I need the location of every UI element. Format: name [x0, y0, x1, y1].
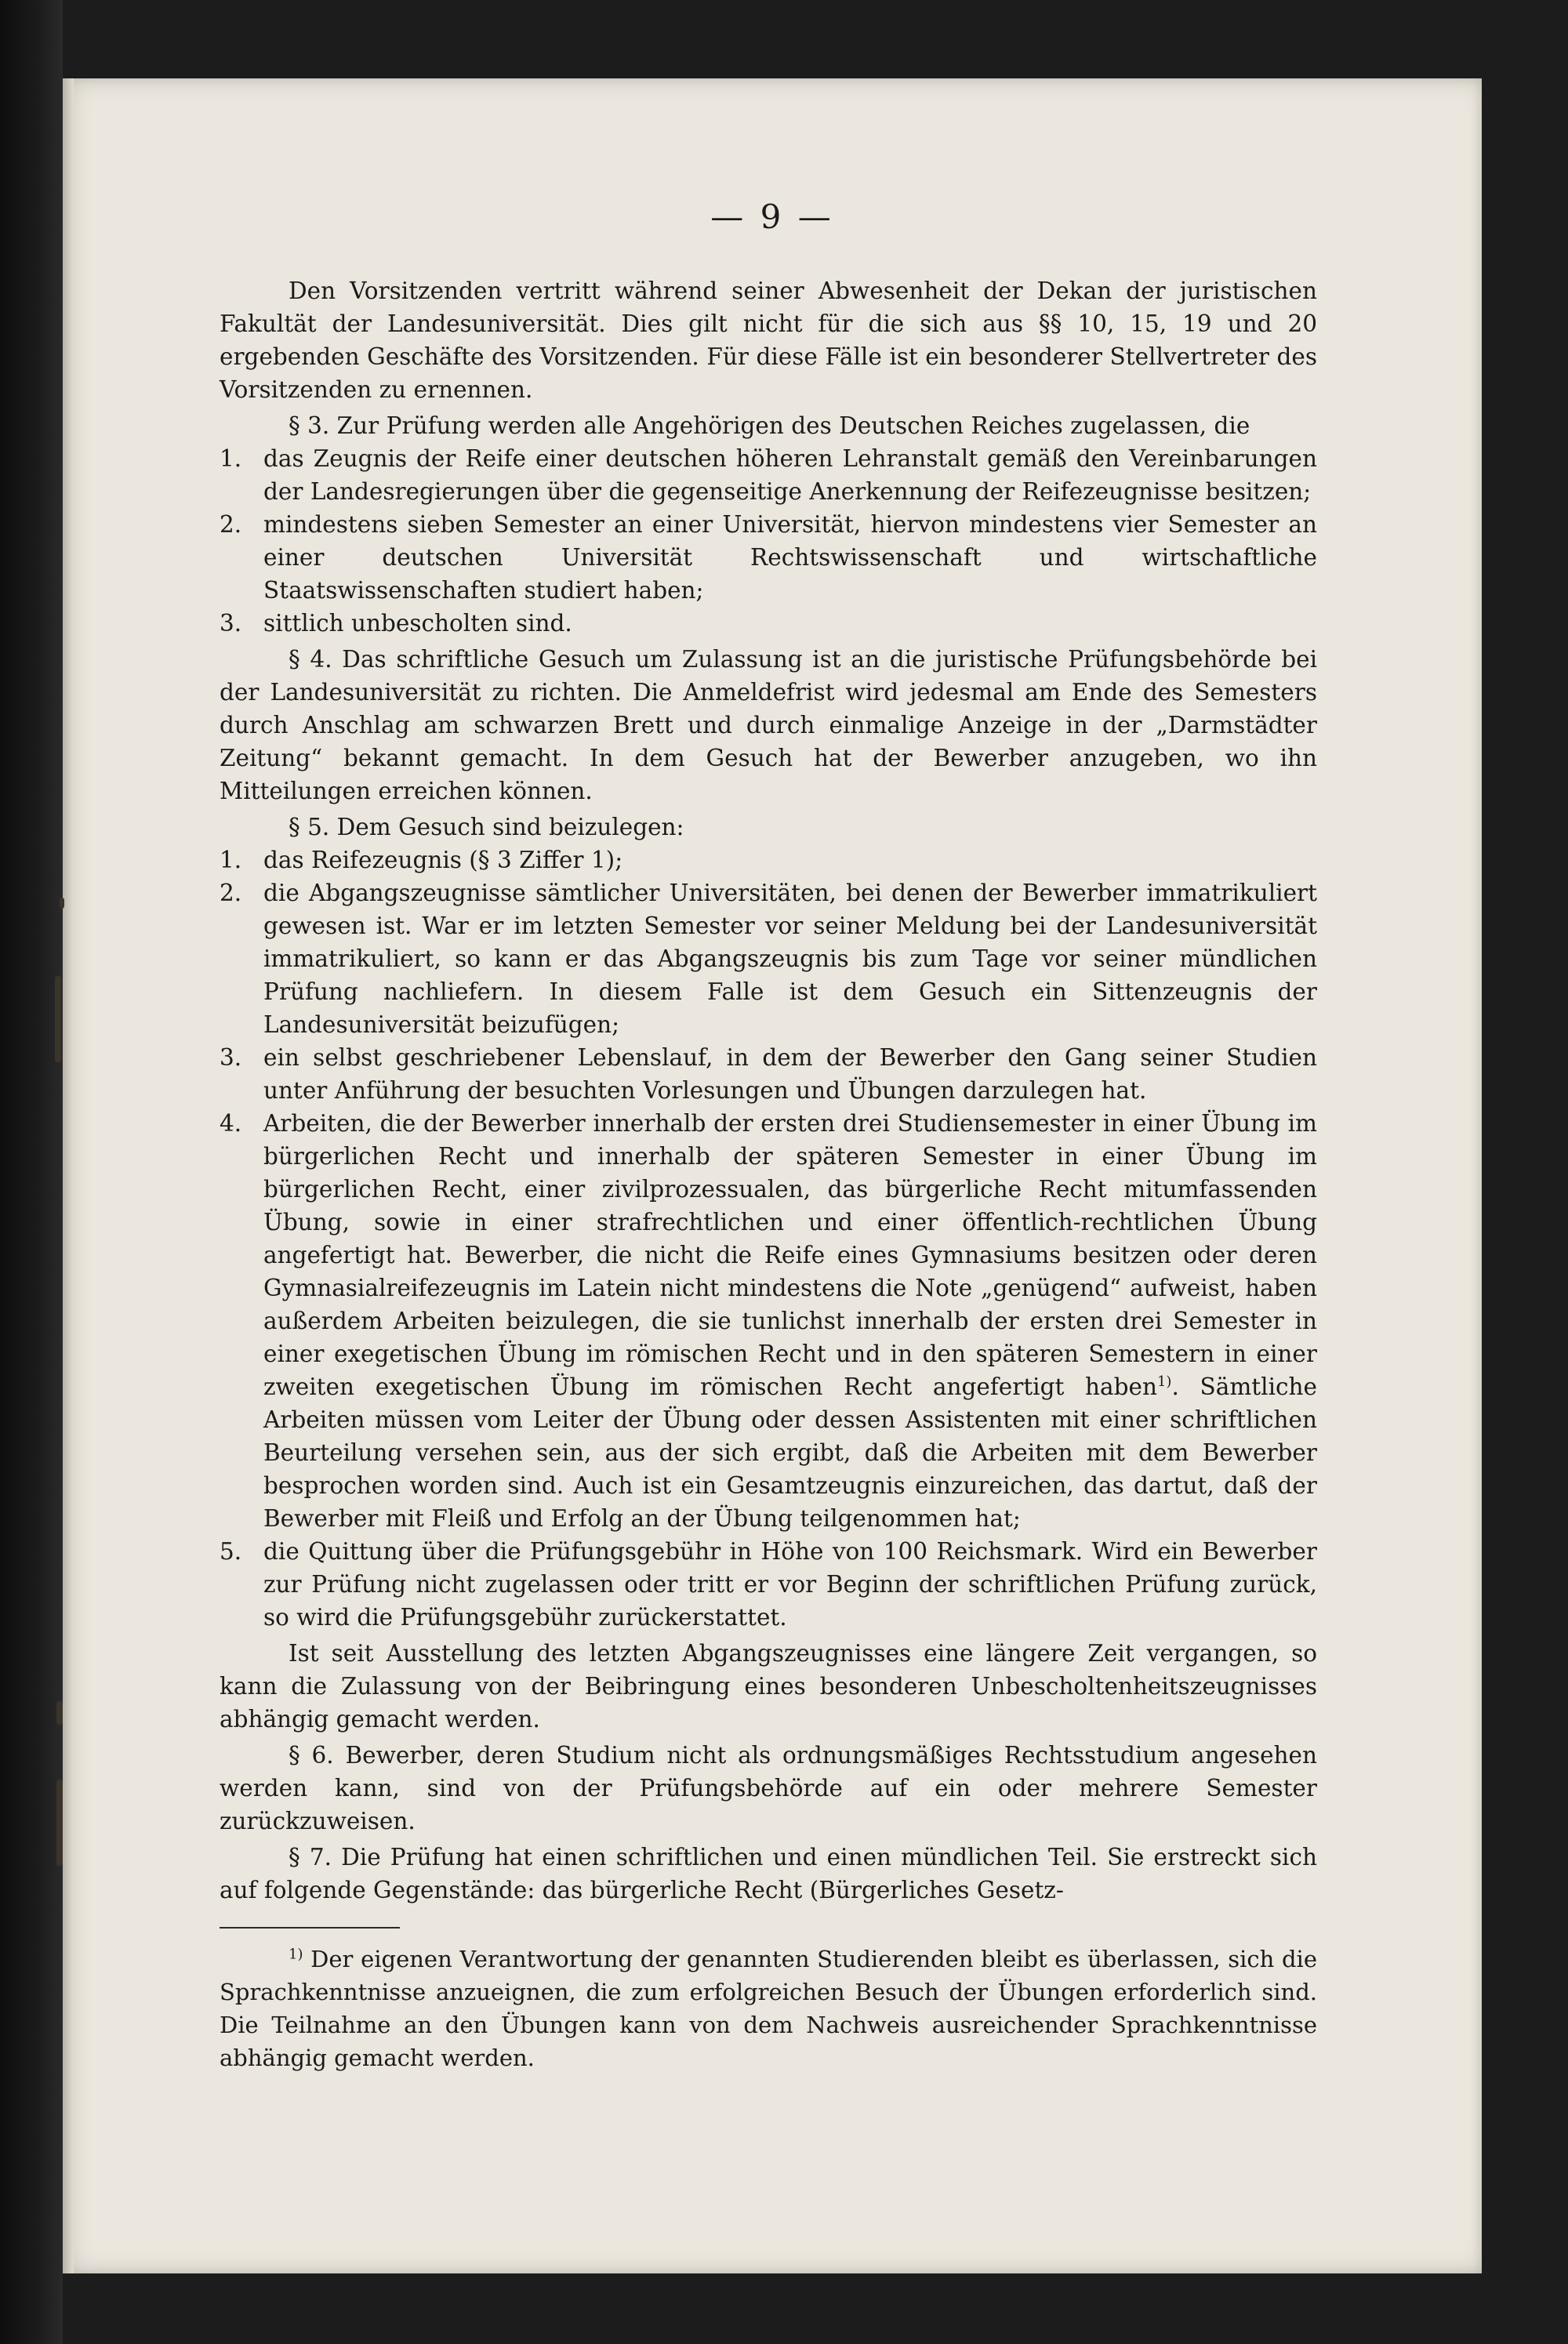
list-text: ein selbst geschriebener Lebenslauf, in dem der Bewerber den Gang seiner Studien unter Anführung der besuchten Vorlesungen und Übungen darzulegen hat. — [263, 1044, 1317, 1104]
list-number: 1. — [220, 445, 242, 472]
list-number: 3. — [220, 1044, 242, 1071]
page-body — [220, 274, 1317, 2074]
section-7: § 7. Die Prüfung hat einen schriftlichen und einen mündlichen Teil. Sie erstreckt sich auf folgende Gegenstände: das bürgerliche Recht (Bürgerliches Gesetz- — [220, 1844, 1317, 1903]
list-item — [220, 1041, 1317, 1107]
book-page — [63, 78, 1482, 2273]
margin-mark — [56, 1780, 63, 1866]
list-text — [263, 1107, 1317, 1535]
list-text-part: Arbeiten, die der Bewerber innerhalb der ersten drei Studiensemester in einer Übung im bürgerlichen Recht und innerhalb der späteren Semester in einer Übung im bürgerlichen Recht, einer zivilprozessualen, das bürgerliche Recht mitumfassenden Übung, sowie in einer strafrechtlichen und einer öffentlich-rechtlichen Übung angefertigt hat. Bewerber, die nicht die Reife eines Gymnasiums besitzen oder deren Gymnasialreifezeugnis im Latein nicht mindestens die Note „genügend“ aufweist, haben außerdem Arbeiten beizulegen, die sie tunlichst innerhalb der ersten drei Semester in einer exegetischen Übung im römischen Recht und in den späteren Semestern in einer zweiten exegetischen Übung im römischen Recht angefertigt haben — [263, 1110, 1317, 1400]
list-text: die Abgangszeugnisse sämtlicher Universitäten, bei denen der Bewerber immatrikuliert gewesen ist. War er im letzten Semester vor seiner Meldung bei der Landesuniversität immatrikuliert, so kann er das Abgangszeugnis bis zum Tage vor seiner mündlichen Prüfung nachliefern. In diesem Falle ist dem Gesuch ein Sittenzeugnis der Landesuniversität beizufügen; — [263, 880, 1317, 1038]
list-text: mindestens sieben Semester an einer Universität, hiervon mindestens vier Semester an einer deutschen Universität Rechtswissenschaft und wirtschaftliche Staatswissenschaften studiert haben; — [263, 511, 1317, 604]
list-number: 4. — [220, 1110, 242, 1137]
list-number: 2. — [220, 511, 242, 538]
page-edge — [63, 78, 74, 2273]
list-item — [220, 442, 1317, 508]
margin-mark — [55, 976, 61, 1062]
margin-mark — [60, 898, 64, 909]
list-text: sittlich unbescholten sind. — [263, 610, 572, 637]
book-spine-shadow — [0, 0, 63, 2344]
list-text: das Zeugnis der Reife einer deutschen höheren Lehranstalt gemäß den Vereinbarungen der Landesregierungen über die gegenseitige Anerkennung der Reifezeugnisse besitzen; — [263, 445, 1317, 505]
section-4: § 4. Das schriftliche Gesuch um Zulassung ist an die juristische Prüfungsbehörde bei der Landesuniversität zu richten. Die Anmeldefrist wird jedesmal am Ende des Semesters durch Anschlag am schwarzen Brett und durch einmalige Anzeige in der „Darmstädter Zeitung“ bekannt gemacht. In dem Gesuch hat der Bewerber anzugeben, wo ihn Mitteilungen erreichen können. — [220, 646, 1317, 804]
list-number: 1. — [220, 847, 242, 873]
list-item — [220, 844, 1317, 876]
footnote — [220, 1943, 1317, 2074]
footnote-mark: 1) — [289, 1946, 303, 1963]
list-item — [220, 876, 1317, 1041]
list-number: 5. — [220, 1538, 242, 1565]
list-item — [220, 508, 1317, 607]
list-text-part: . Sämtliche Arbeiten müssen vom Leiter der Übung oder dessen Assistenten mit einer schriftlichen Beurteilung versehen sein, aus der sich ergibt, daß die Arbeiten mit dem Bewerber besprochen worden sind. Auch ist ein Gesamtzeugnis einzureichen, das dartut, daß der Bewerber mit Fleiß und Erfolg an der Übung teilgenommen hat; — [263, 1373, 1317, 1532]
footnote-text: Der eigenen Verantwortung der genannten Studierenden bleibt es überlassen, sich die Sprachkenntnisse anzueignen, die zum erfolgreichen Besuch der Übungen erforderlich sind. Die Teilnahme an den Übungen kann von dem Nachweis ausreichender Sprachkenntnisse abhängig gemacht werden. — [220, 1946, 1317, 2071]
list-text: die Quittung über die Prüfungsgebühr in Höhe von 100 Reichsmark. Wird ein Bewerber zur Prüfung nicht zugelassen oder tritt er vor Beginn der schriftlichen Prüfung zurück, so wird die Prüfungsgebühr zurückerstattet. — [263, 1538, 1317, 1631]
list-item — [220, 1107, 1317, 1535]
page-number: — 9 — — [710, 198, 834, 236]
list-item — [220, 1535, 1317, 1634]
margin-mark — [56, 1701, 63, 1725]
list-number: 3. — [220, 610, 242, 637]
section-3-intro: § 3. Zur Prüfung werden alle Angehörigen des Deutschen Reiches zugelassen, die — [289, 412, 1250, 439]
paragraph-vorsitz: Den Vorsitzenden vertritt während seiner Abwesenheit der Dekan der juristischen Fakultät der Landesuniversität. Dies gilt nicht für die sich aus §§ 10, 15, 19 und 20 ergebenden Geschäfte des Vorsitzenden. Für diese Fälle ist ein besonderer Stellvertreter des Vorsitzenden zu ernennen. — [220, 278, 1317, 403]
list-item — [220, 607, 1317, 640]
footnote-divider — [220, 1927, 400, 1929]
section-5-intro: § 5. Dem Gesuch sind beizulegen: — [289, 814, 684, 840]
footnote-reference: 1) — [1156, 1373, 1172, 1391]
section-5-closing: Ist seit Ausstellung des letzten Abgangszeugnisses eine längere Zeit vergangen, so kann die Zulassung von der Beibringung eines besonderen Unbescholtenheitszeugnisses abhängig gemacht werden. — [220, 1640, 1317, 1733]
list-number: 2. — [220, 880, 242, 906]
section-6: § 6. Bewerber, deren Studium nicht als ordnungsmäßiges Rechtsstudium angesehen werden kann, sind von der Prüfungsbehörde auf ein oder mehrere Semester zurückzuweisen. — [220, 1742, 1317, 1834]
list-text: das Reifezeugnis (§ 3 Ziffer 1); — [263, 847, 623, 873]
